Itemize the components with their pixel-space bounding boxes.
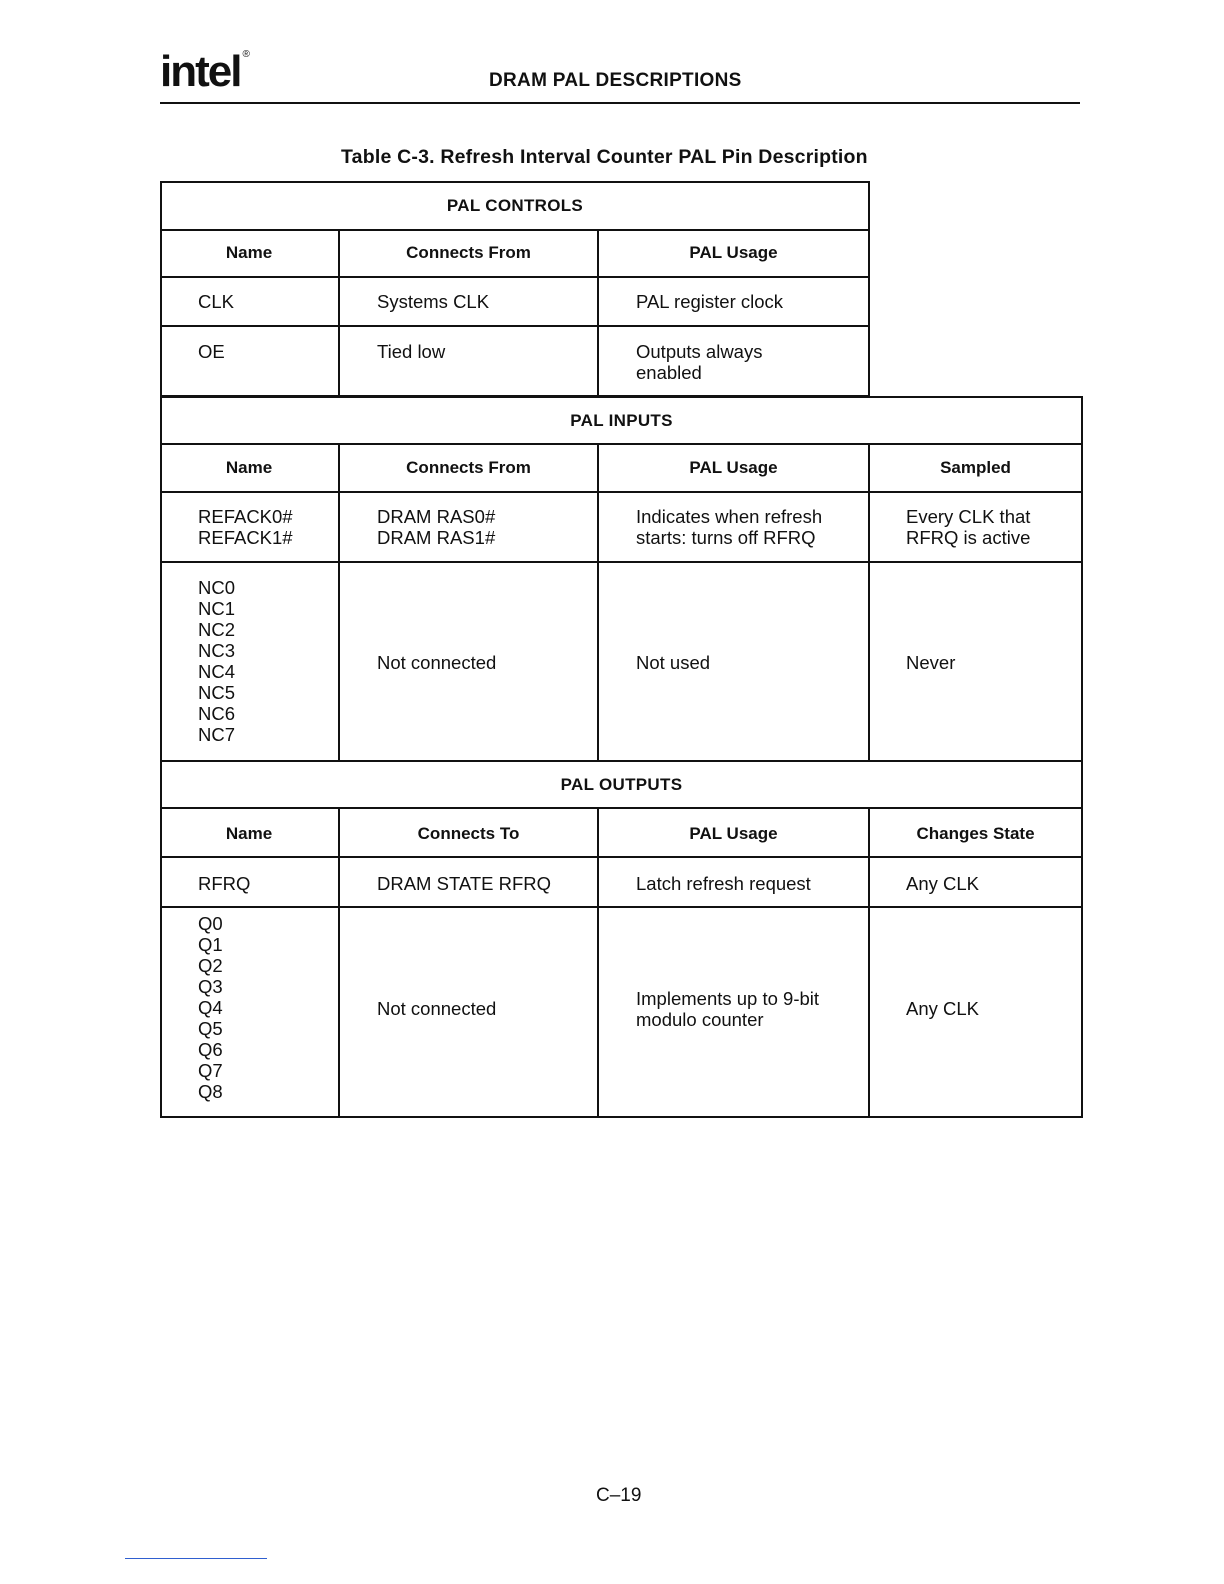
inputs-row-2-sampled: Never — [906, 652, 956, 673]
inputs-header-pal-usage: PAL Usage — [689, 458, 778, 477]
outputs-row-1-connects: DRAM STATE RFRQ — [377, 873, 552, 894]
outputs-header-name: Name — [225, 824, 273, 843]
controls-row-2-connects: Tied low — [377, 341, 446, 362]
controls-row-1-connects: Systems CLK — [377, 291, 490, 312]
outputs-row-1-changes: Any CLK — [906, 873, 980, 894]
divider — [597, 443, 599, 761]
controls-header-connects-from: Connects From — [406, 243, 531, 262]
divider — [868, 443, 870, 761]
controls-row-1-usage: PAL register clock — [636, 291, 784, 312]
controls-row-2-name: OE — [198, 341, 225, 362]
page-header-title: DRAM PAL DESCRIPTIONS — [489, 70, 742, 91]
divider — [160, 443, 1083, 445]
divider — [338, 807, 340, 1118]
pal-controls-title: PAL CONTROLS — [446, 196, 584, 215]
outputs-row-1-name: RFRQ — [198, 873, 251, 894]
divider — [160, 561, 1083, 563]
inputs-header-name: Name — [225, 458, 273, 477]
divider — [597, 807, 599, 1118]
inputs-header-connects-from: Connects From — [406, 458, 531, 477]
divider — [338, 443, 340, 761]
inputs-row-2-name: NC0 NC1 NC2 NC3 NC4 NC5 NC6 NC7 — [198, 577, 236, 745]
divider — [160, 325, 870, 327]
controls-row-1-name: CLK — [198, 291, 234, 312]
outputs-row-2-name: Q0 Q1 Q2 Q3 Q4 Q5 Q6 Q7 Q8 — [198, 913, 223, 1102]
controls-header-pal-usage: PAL Usage — [689, 243, 778, 262]
inputs-row-1-name: REFACK0# REFACK1# — [198, 506, 293, 548]
intel-logo: intel ® — [160, 47, 248, 96]
inputs-header-sampled: Sampled — [940, 458, 1011, 477]
inputs-row-1-sampled: Every CLK that RFRQ is active — [906, 506, 1031, 548]
controls-row-2-usage: Outputs always enabled — [636, 341, 763, 383]
divider — [160, 229, 870, 231]
page-number: C–19 — [596, 1485, 642, 1506]
pal-inputs-title: PAL INPUTS — [570, 411, 673, 430]
inputs-row-2-usage: Not used — [636, 652, 711, 673]
inputs-row-1-connects: DRAM RAS0# DRAM RAS1# — [377, 506, 496, 548]
outputs-row-1-usage: Latch refresh request — [636, 873, 811, 894]
outputs-header-connects-to: Connects To — [417, 824, 520, 843]
divider — [160, 276, 870, 278]
outputs-row-2-usage: Implements up to 9-bit modulo counter — [636, 988, 820, 1030]
inputs-row-2-connects: Not connected — [377, 652, 497, 673]
footer-link-underline — [125, 1558, 267, 1559]
outputs-header-changes-state: Changes State — [916, 824, 1035, 843]
outputs-row-2-changes: Any CLK — [906, 998, 980, 1019]
divider — [160, 491, 1083, 493]
header-rule — [160, 102, 1080, 104]
outputs-row-2-connects: Not connected — [377, 998, 497, 1019]
inputs-row-1-usage: Indicates when refresh starts: turns off RFRQ — [636, 506, 823, 548]
table-caption: Table C-3. Refresh Interval Counter PAL Pin Description — [341, 146, 868, 168]
controls-header-name: Name — [225, 243, 273, 262]
divider — [160, 856, 1083, 858]
divider — [160, 906, 1083, 908]
pal-outputs-title: PAL OUTPUTS — [560, 775, 683, 794]
divider — [868, 807, 870, 1118]
divider — [160, 807, 1083, 809]
divider — [160, 760, 1083, 762]
outputs-header-pal-usage: PAL Usage — [689, 824, 778, 843]
